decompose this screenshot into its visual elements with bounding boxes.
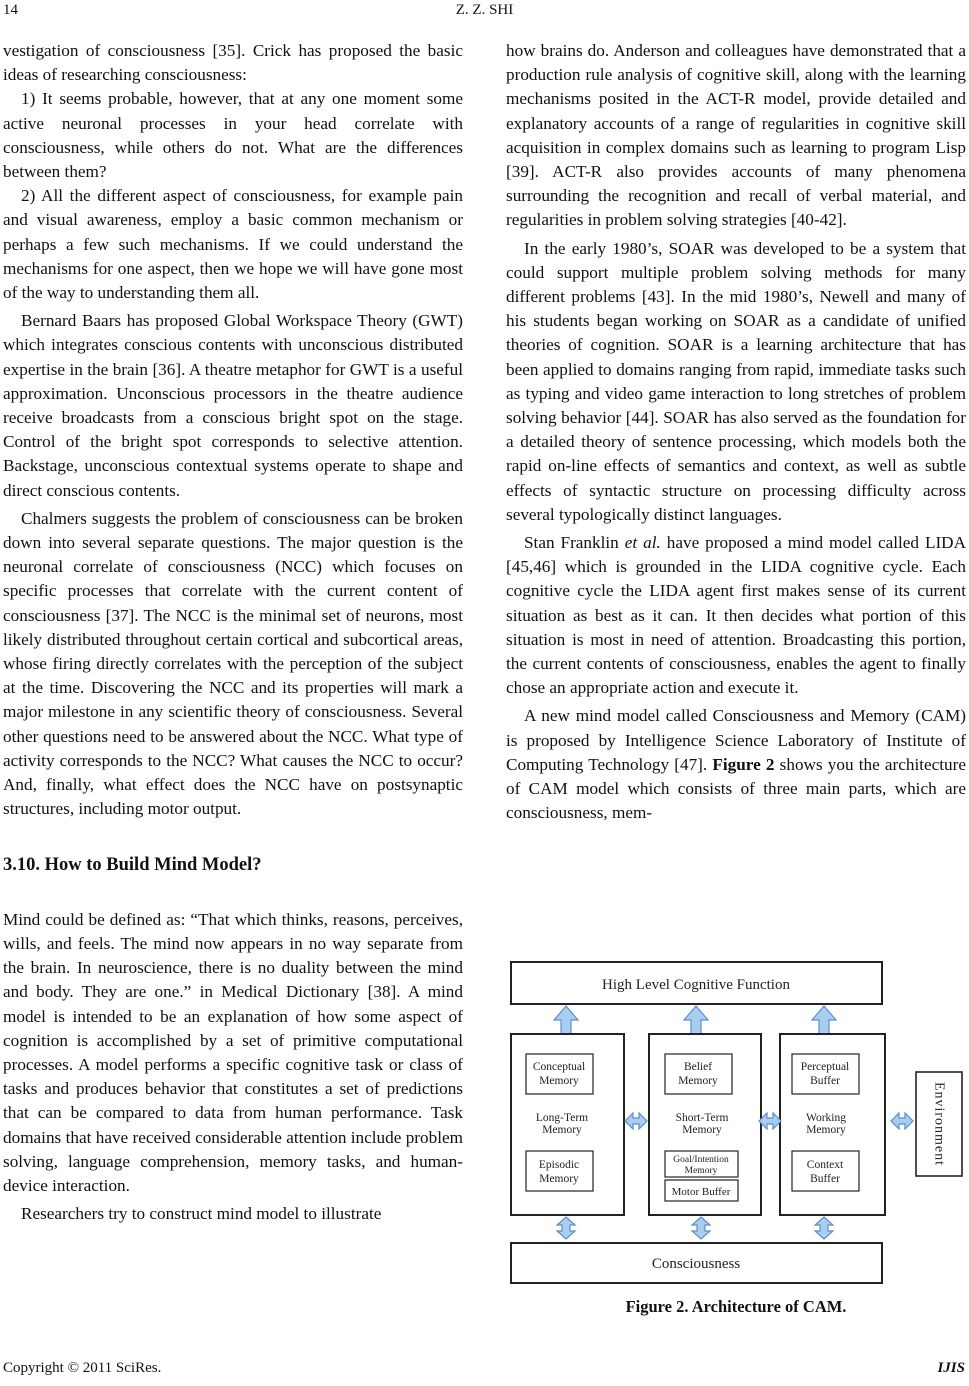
conceptual-memory-box (526, 1054, 593, 1094)
svg-text:Context: Context (806, 1159, 844, 1171)
episodic-memory-box (526, 1151, 593, 1191)
cam-text-end: shows you the architecture of CAM model which consists of three main parts, which are consciousness, mem- (506, 754, 967, 823)
consciousness-box (511, 1243, 882, 1283)
paragraph-researchers: Researchers try to construct mind model to illustrate (21, 1204, 382, 1224)
svg-text:Long-Term: Long-Term (535, 1112, 589, 1124)
svg-text:Memory: Memory (678, 1075, 718, 1087)
paragraph-chalmers-ncc: Chalmers suggests the problem of consciousness can be broken down into several separate questions. The major question is the neuronal correlate of consciousness (NCC) which focuses on specific processes that correlate with the current content of consciousness [37]. The NCC is the minimal set of neurons, most likely distributed throughout certain cortical and subcortical areas, whose firing directly correlates with the perception of the subject at the time. Discovering the NCC and its properties will mark a major milestone in any scientific theory of consciousness. Several other questions need to be answered about the NCC. What type of activity corresponds to the NCC? What causes the NCC to occur? And, finally, what effect does the NCC have on postsynaptic structures, including motor output. (3, 508, 463, 819)
svg-text:Goal/Intention: Goal/Intention (673, 1155, 729, 1165)
svg-text:Buffer: Buffer (810, 1173, 840, 1185)
up-arrow-icon (684, 1006, 708, 1034)
svg-text:Motor Buffer: Motor Buffer (671, 1186, 731, 1198)
svg-text:Memory: Memory (539, 1075, 579, 1087)
long-term-memory-box (511, 1034, 624, 1215)
perceptual-buffer-box (792, 1054, 859, 1094)
left-column (3, 39, 463, 1226)
paragraph-act-r: how brains do. Anderson and colleagues have demonstrated that a production rule analysis of cognitive skill, along with the learning mechanisms posited in the ACT-R model, provide detailed and explanatory accounts of a range of regularities in cognitive skill acquisition in complex domains such as learning to program Lisp [39]. ACT-R also provides accounts of many phenomena surrounding the recognition and recall of verbal material, and regularities in problem solving strategies [40-42]. (506, 41, 966, 230)
running-title: Z. Z. SHI (455, 2, 514, 18)
cam-architecture-figure (506, 958, 966, 1290)
svg-text:Working: Working (806, 1112, 846, 1124)
left-right-arrow-icon (625, 1113, 647, 1129)
cam-text-start: A new mind model called Consciousness and Memory (CAM) is proposed by Intelligence Science Laboratory of Institute of Computing Technology [47]. (506, 706, 966, 774)
footer-copyright: Copyright © 2011 SciRes. (3, 1360, 162, 1376)
svg-text:Environment: Environment (931, 1081, 947, 1167)
page-number: 14 (3, 2, 18, 18)
section-heading: 3.10. How to Build Mind Model? (3, 854, 262, 875)
figure-caption: Figure 2. Architecture of CAM. (625, 1297, 847, 1316)
svg-text:Short-Term: Short-Term (675, 1112, 729, 1124)
left-right-arrow-icon (891, 1113, 913, 1129)
paragraph-mind-definition: Mind could be defined as: “That which thinks, reasons, perceives, wills, and feels. The mind now appears in no way separate from the brain. In neuroscience, there is no duality between the mind and body. They are one.” in Medical Dictionary [38]. A mind model is intended to be an explanation of how some aspect of cognition is accomplished by a set of primitive computational processes. A model performs a specific cognitive task or class of tasks and produces behavior that constitutes a set of predictions that can be compared to data from human performance. Task domains that have received considerable attention include problem solving, language comprehension, memory tasks, and human-device interaction. (3, 909, 463, 1195)
high-level-cognitive-function-box (511, 962, 882, 1004)
paragraph-lida (506, 531, 966, 700)
svg-text:Memory: Memory (539, 1173, 579, 1185)
svg-text:Memory: Memory (806, 1124, 846, 1136)
figure-reference: Figure 2 (712, 754, 775, 774)
left-right-arrow-icon (759, 1113, 781, 1129)
paragraph-crick-intro: vestigation of consciousness [35]. Crick has proposed the basic ideas of researching consciousness: (3, 41, 463, 85)
svg-text:Episodic: Episodic (538, 1159, 580, 1171)
svg-text:Memory: Memory (684, 1166, 718, 1176)
lida-et-al: et al. (624, 533, 661, 553)
up-arrow-icon (554, 1006, 578, 1034)
footer-journal: IJIS (937, 1360, 965, 1376)
up-down-arrow-icon (692, 1217, 710, 1239)
paragraph-soar: In the early 1980’s, SOAR was developed to be a system that could support multiple problem solving methods for many different problems [43]. In the mid 1980’s, Newell and many of his students began working on SOAR as a candidate of unified theories of cognition. SOAR is a learning architecture that has been applied to domains ranging from rapid, immediate tasks such as typing and video game interaction to long stretches of problem solving behavior [44]. SOAR has also served as the foundation for a detailed theory of sentence processing, which models both the rapid on-line effects of semantics and context, as well as subtle effects of syntactic structure on processing difficulty across several typologically distinct languages. (506, 238, 966, 524)
svg-text:Perceptual: Perceptual (800, 1061, 850, 1073)
paragraph-crick-point-1: 1) It seems probable, however, that at any one moment some active neuronal processes in your head correlate with consciousness, while others do not. What are the differences between them? (3, 89, 463, 182)
svg-text:Memory: Memory (682, 1124, 722, 1136)
paragraph-crick-point-2: 2) All the different aspect of consciousness, for example pain and visual awareness, employ a basic common mechanism or perhaps a few such mechanisms. If we could understand the mechanisms for one aspect, then we hope we will have gone most of the way to understanding them all. (3, 186, 463, 303)
paragraph-cam (506, 704, 966, 825)
short-term-memory-box (649, 1034, 761, 1215)
up-down-arrow-icon (815, 1217, 833, 1239)
cam-diagram (506, 958, 966, 1290)
right-column (506, 39, 966, 826)
svg-text:Belief: Belief (683, 1061, 713, 1073)
belief-memory-box (665, 1054, 732, 1094)
svg-text:Memory: Memory (542, 1124, 582, 1136)
environment-box (916, 1072, 962, 1176)
context-buffer-box (792, 1151, 859, 1191)
working-memory-box (780, 1034, 885, 1215)
svg-text:High Level Cognitive Function: High Level Cognitive Function (602, 977, 790, 993)
svg-text:Conceptual: Conceptual (532, 1061, 586, 1073)
svg-text:Consciousness: Consciousness (651, 1256, 741, 1272)
svg-text:Buffer: Buffer (810, 1075, 840, 1087)
up-down-arrow-icon (557, 1217, 575, 1239)
up-arrow-icon (812, 1006, 836, 1034)
lida-text-end: have proposed a mind model called LIDA [45,46] which is grounded in the LIDA cognitive cycle. Each cognitive cycle the LIDA agent first makes sense of its current situation as best as it can. It then decides what portion of this situation is most in need of attention. Broadcasting this portion, the current contents of consciousness, enables the agent to finally chose an appropriate action and execute it. (506, 533, 966, 698)
paragraph-baars-gwt: Bernard Baars has proposed Global Workspace Theory (GWT) which integrates conscious contents with unconscious distributed expertise in the brain [36]. A theatre metaphor for GWT is a useful approximation. Unconscious processors in the theatre audience receive broadcasts from a conscious bright spot on the stage. Control of the bright spot corresponds to selective attention. Backstage, unconscious contextual systems operate to shape and direct conscious contents. (3, 311, 463, 500)
lida-text-start: Stan Franklin (524, 533, 625, 553)
